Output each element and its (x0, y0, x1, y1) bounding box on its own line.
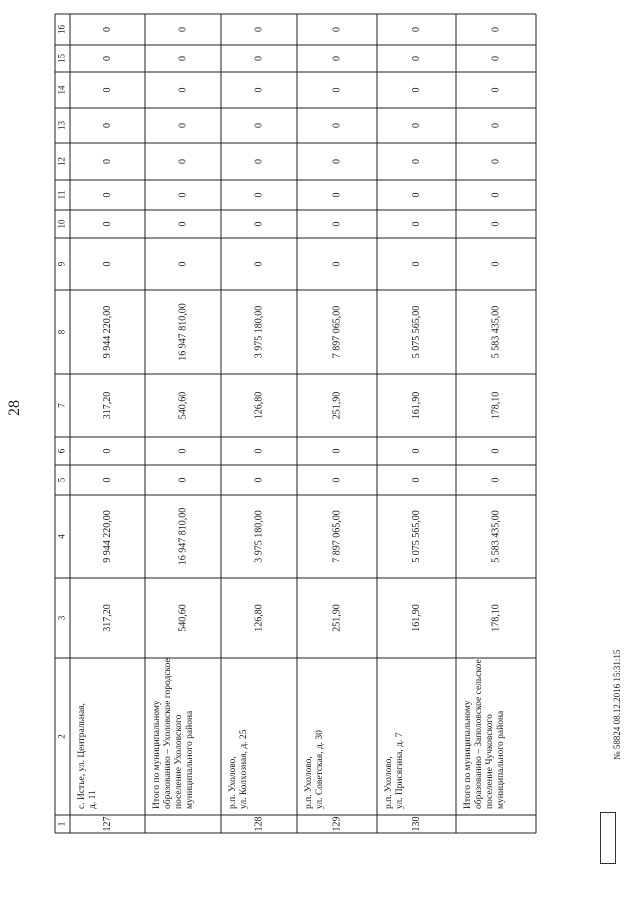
cell-c10: 0 (410, 221, 422, 227)
cell-c14: 0 (253, 87, 265, 93)
cell-c7: 161,90 (410, 391, 422, 420)
cell-c11: 0 (331, 192, 343, 198)
cell-c14: 0 (331, 87, 343, 93)
column-number-header: 9 (56, 261, 67, 267)
cell-name-line: Итого по муниципальному (152, 700, 163, 809)
cell-num: 128 (253, 816, 265, 832)
cell-c16: 0 (101, 27, 113, 32)
cell-c3: 126,80 (253, 604, 265, 632)
cell-c6: 0 (101, 448, 113, 454)
cell-c4: 3 975 180,00 (253, 510, 265, 563)
barcode-stamp-icon (600, 812, 616, 864)
cell-c7: 126,80 (253, 391, 265, 420)
cell-c4: 5 583 435,00 (490, 510, 502, 563)
column-number-header: 4 (56, 534, 67, 539)
cell-c4: 9 944 220,00 (101, 510, 113, 563)
cell-c10: 0 (101, 221, 113, 227)
column-number-header: 3 (56, 615, 67, 621)
column-number-header: 13 (56, 121, 67, 130)
cell-c5: 0 (490, 477, 502, 483)
cell-c9: 0 (253, 261, 265, 267)
cell-c11: 0 (177, 192, 189, 198)
cell-c5: 0 (410, 477, 422, 483)
cell-name-line: образованию – Ухоловское городское (163, 658, 174, 809)
cell-c7: 251,90 (331, 391, 343, 420)
column-number-header: 15 (56, 54, 67, 63)
cell-c13: 0 (410, 123, 422, 128)
cell-c9: 0 (490, 261, 502, 267)
cell-c12: 0 (101, 159, 113, 164)
cell-c14: 0 (410, 87, 422, 93)
cell-c14: 0 (177, 87, 189, 93)
cell-c13: 0 (490, 123, 502, 128)
column-number-header: 1 (56, 821, 67, 827)
cell-c8: 9 944 220,00 (101, 305, 113, 359)
cell-c16: 0 (331, 27, 343, 32)
cell-c7: 178,10 (490, 391, 502, 420)
cell-c14: 0 (490, 87, 502, 93)
cell-c13: 0 (177, 123, 189, 128)
cell-c8: 7 897 065,00 (331, 305, 343, 359)
cell-c10: 0 (490, 221, 502, 227)
cell-c15: 0 (331, 56, 343, 61)
cell-name-line: образованию – Заполовское сельское (474, 659, 485, 809)
cell-c9: 0 (101, 261, 113, 267)
cell-c9: 0 (177, 261, 189, 267)
column-number-header: 7 (56, 403, 67, 408)
cell-c13: 0 (253, 123, 265, 128)
column-number-header: 2 (56, 734, 67, 739)
cell-c12: 0 (177, 159, 189, 164)
cell-name-line: Итого по муниципальному (463, 700, 474, 809)
cell-c8: 5 583 435,00 (490, 305, 502, 359)
cell-c6: 0 (490, 448, 502, 454)
cell-c10: 0 (177, 221, 189, 227)
cell-c8: 16 947 810,00 (177, 303, 189, 361)
cell-c7: 317,20 (101, 391, 113, 420)
cell-name-line: муниципального района (185, 710, 196, 809)
column-number-header: 5 (56, 477, 67, 483)
column-number-header: 16 (56, 25, 67, 34)
cell-c6: 0 (331, 448, 343, 454)
cell-c5: 0 (177, 477, 189, 483)
cell-c6: 0 (410, 448, 422, 454)
cell-c16: 0 (253, 27, 265, 32)
registration-stamp-text: № 58824 08.12.2016 15:31:15 (612, 649, 622, 760)
cell-c6: 0 (177, 448, 189, 454)
cell-c5: 0 (253, 477, 265, 483)
cell-c9: 0 (410, 261, 422, 267)
cell-c3: 178,10 (490, 604, 502, 632)
cell-c4: 16 947 810,00 (177, 507, 189, 566)
cell-c6: 0 (253, 448, 265, 454)
cell-c8: 3 975 180,00 (253, 305, 265, 359)
cell-num: 130 (410, 816, 422, 832)
cell-c16: 0 (410, 27, 422, 32)
cell-name-line: ул. Колхозная, д. 25 (239, 729, 250, 809)
cell-name-line: д. 11 (88, 790, 99, 809)
cell-c3: 161,90 (410, 604, 422, 632)
cell-c15: 0 (253, 56, 265, 61)
cell-c11: 0 (101, 192, 113, 198)
cell-c11: 0 (490, 192, 502, 198)
cell-c5: 0 (331, 477, 343, 483)
cell-c11: 0 (410, 192, 422, 198)
cell-c3: 251,90 (331, 604, 343, 632)
column-number-header: 11 (56, 190, 67, 200)
cell-c8: 5 075 565,00 (410, 305, 422, 359)
cell-name-line: с. Истье, ул. Центральная, (77, 703, 88, 809)
cell-c7: 540,60 (177, 391, 189, 420)
cell-c15: 0 (490, 56, 502, 61)
column-number-header: 6 (56, 448, 67, 454)
cell-c10: 0 (253, 221, 265, 227)
cell-name-line: ул. Советская, д. 30 (315, 730, 326, 809)
cell-c12: 0 (490, 159, 502, 164)
cell-name-line: р.п. Ухолово, (384, 756, 395, 809)
cell-num: 129 (331, 816, 343, 832)
column-number-header: 8 (56, 329, 67, 335)
cell-c15: 0 (177, 56, 189, 61)
cell-c4: 7 897 065,00 (331, 510, 343, 563)
cell-name-line: муниципального района (496, 710, 507, 809)
column-number-header: 10 (56, 219, 67, 229)
column-number-header: 12 (56, 157, 67, 166)
cell-name-line: р.п. Ухолово, (228, 756, 239, 809)
cell-c14: 0 (101, 87, 113, 93)
cell-c11: 0 (253, 192, 265, 198)
cell-c4: 5 075 565,00 (410, 510, 422, 563)
cell-name-line: р.п. Ухолово, (304, 756, 315, 809)
cell-c15: 0 (101, 56, 113, 61)
page-number: 28 (6, 400, 23, 416)
cell-c12: 0 (410, 159, 422, 164)
cell-c13: 0 (331, 123, 343, 128)
cell-name-line: ул. Присягина, д. 7 (395, 732, 406, 809)
cell-c16: 0 (177, 27, 189, 32)
cell-c3: 540,60 (177, 604, 189, 632)
cell-c13: 0 (101, 123, 113, 128)
cell-name-line: поселение Ухоловского (174, 714, 185, 809)
cell-c10: 0 (331, 221, 343, 227)
cell-c16: 0 (490, 27, 502, 32)
cell-name-line: поселение Чучковского (485, 714, 496, 809)
cell-c9: 0 (331, 261, 343, 267)
column-number-header: 14 (56, 85, 67, 95)
cell-c5: 0 (101, 477, 113, 483)
cell-num: 127 (101, 816, 113, 832)
cell-c12: 0 (253, 159, 265, 164)
cell-c15: 0 (410, 56, 422, 61)
cell-c12: 0 (331, 159, 343, 164)
cell-c3: 317,20 (101, 604, 113, 632)
